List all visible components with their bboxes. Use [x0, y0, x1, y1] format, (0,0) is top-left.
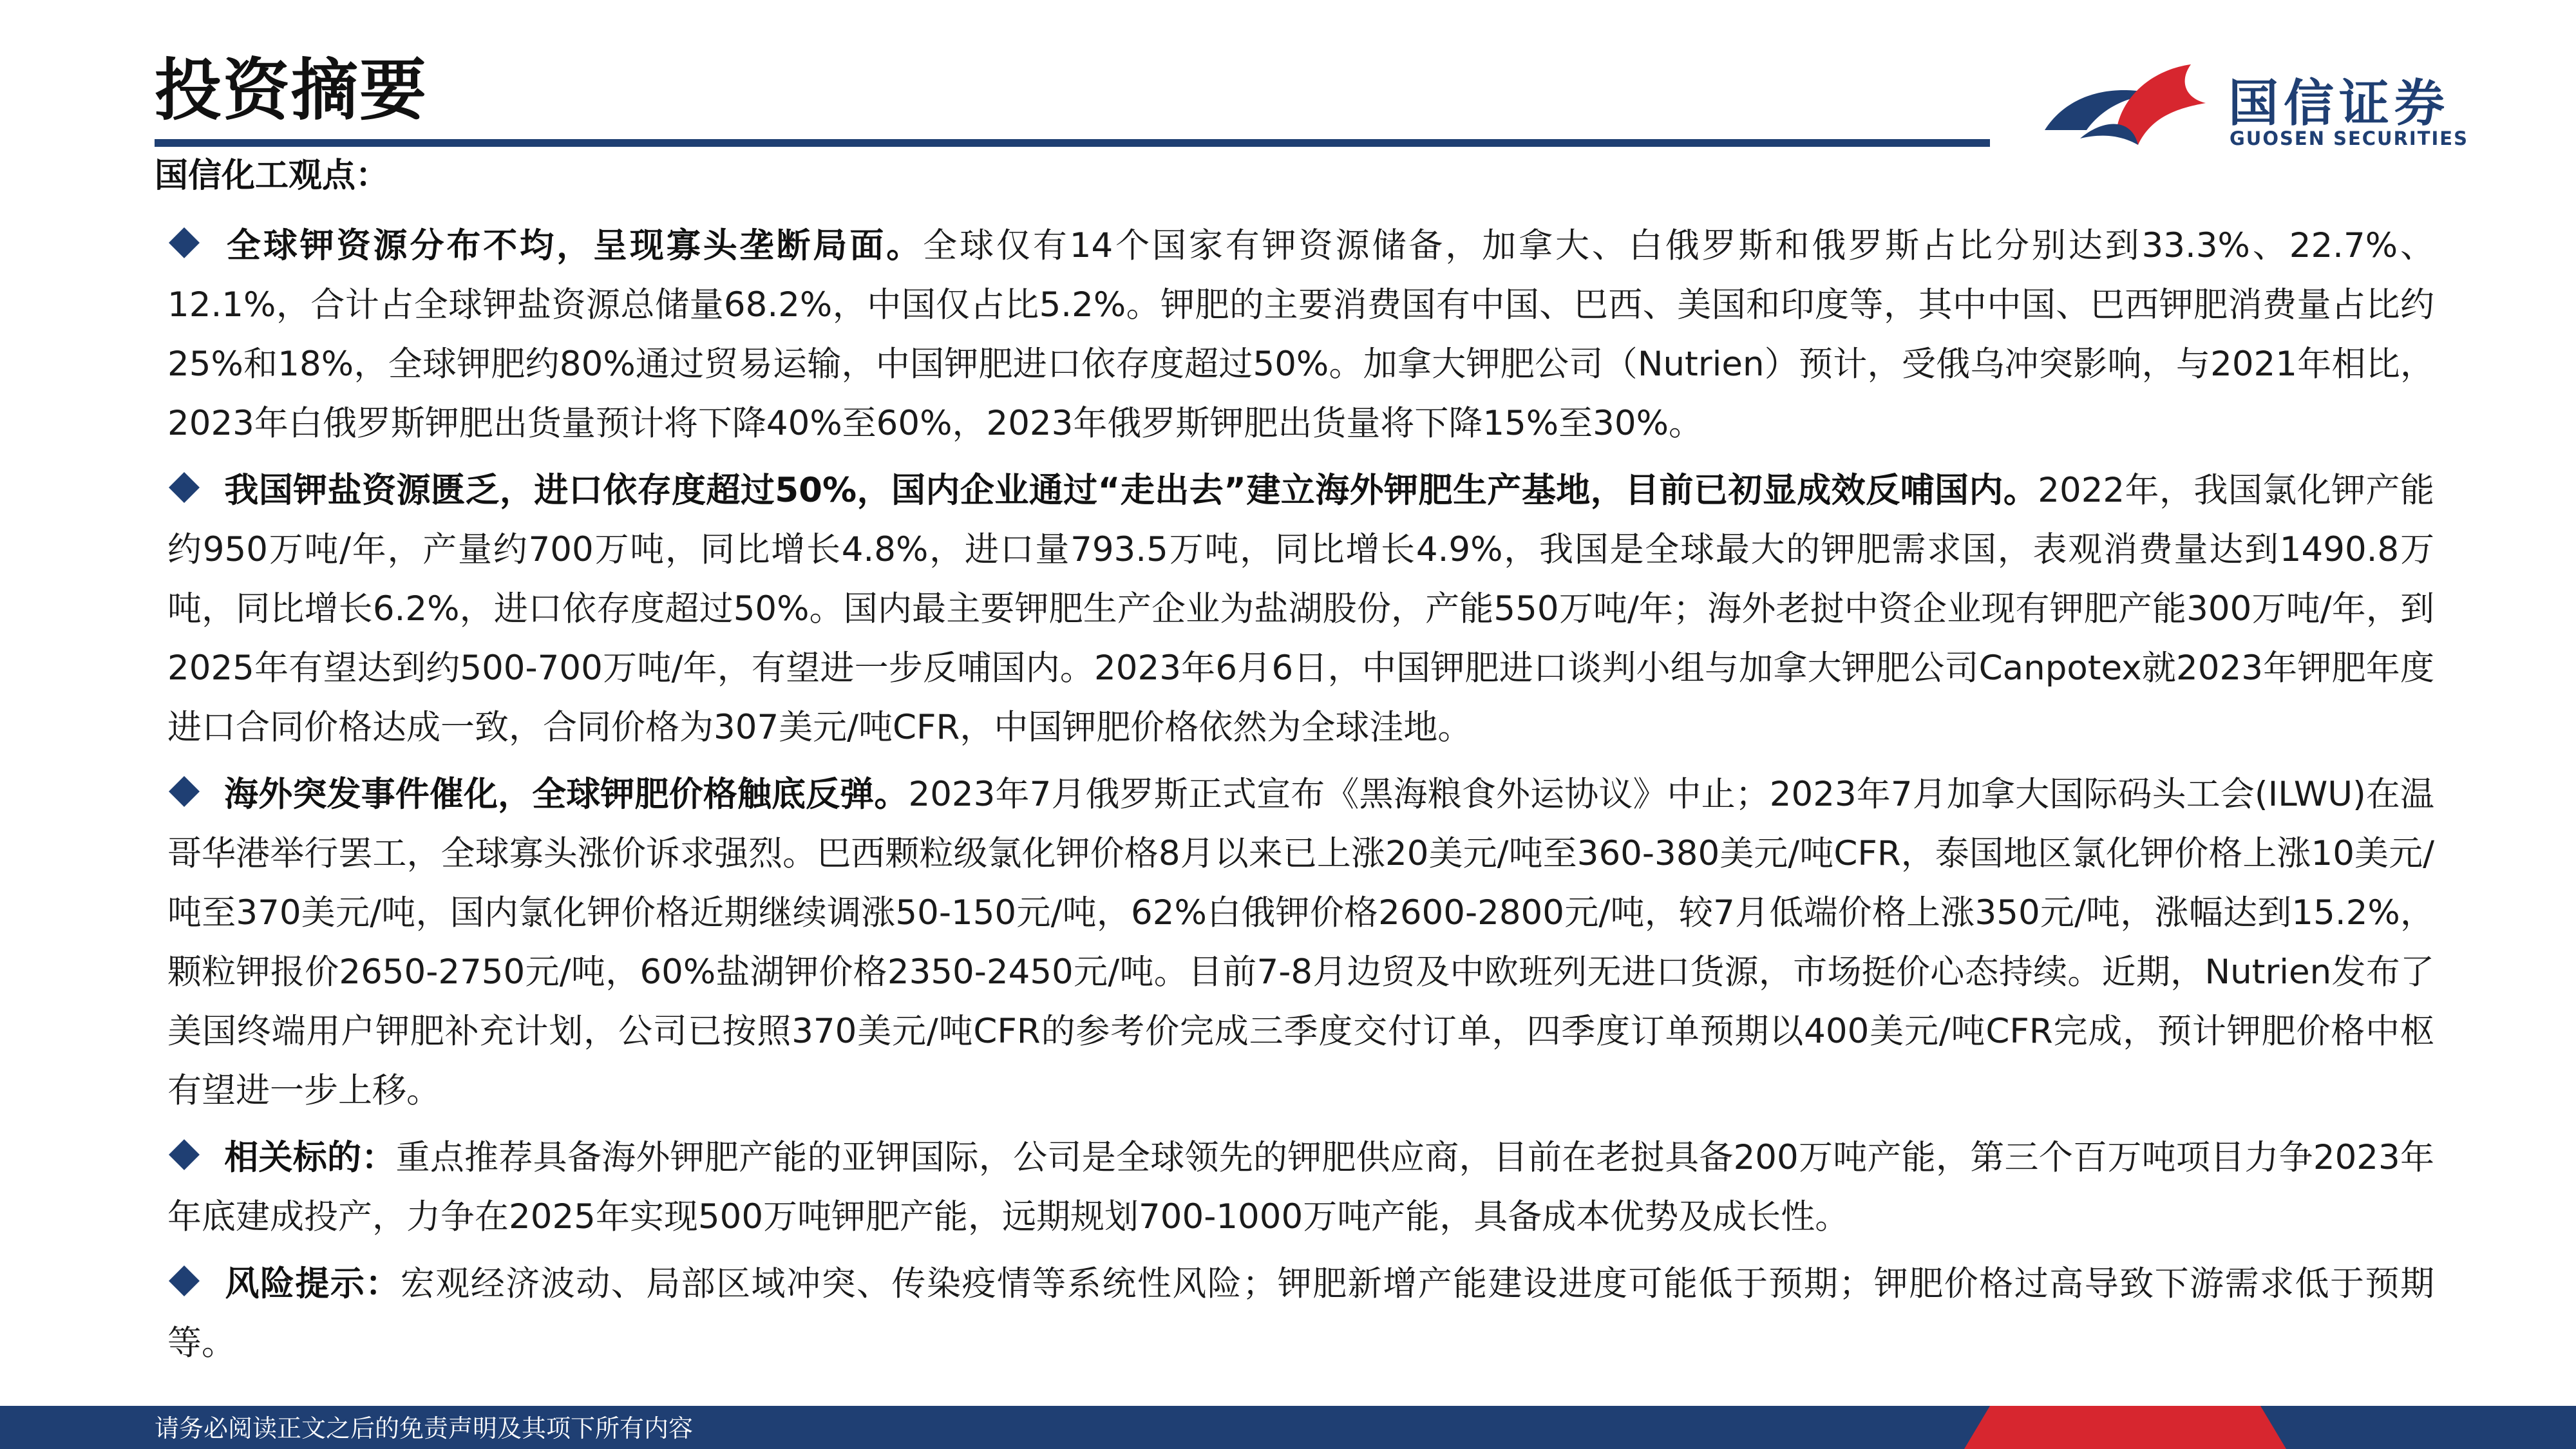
section-subheading: 国信化工观点：	[155, 156, 390, 195]
logo-name-cn: 国信证券	[2228, 75, 2450, 133]
bullet-paragraph	[155, 461, 2434, 757]
footer-accent-stripe	[1964, 1406, 2576, 1449]
bullet-body: 2023年7月俄罗斯正式宣布《黑海粮食外运协议》中止；2023年7月加拿大国际码头工会(ILWU)在温哥华港举行罢工，全球寡头涨价诉求强烈。巴西颗粒级氯化钾价格8月以来已上涨20美元/吨至360-380美元/吨CFR，泰国地区氯化钾价格上涨10美元/吨至370美元/吨，国内氯化钾价格近期继续调涨50-150元/吨，62%白俄钾价格2600-2800元/吨，较7月低端价格上涨350元/吨，涨幅达到15.2%，颗粒钾报价2650-2750元/吨，60%盐湖钾价格2350-2450元/吨。目前7-8月边贸及中欧班列无进口货源，市场挺价心态持续。近期，Nutrien发布了美国终端用户钾肥补充计划，公司已按照370美元/吨CFR的参考价完成三季度交付订单，四季度订单预期以400美元/吨CFR完成，预计钾肥价格中枢有望进一步上移。	[167, 775, 2435, 1110]
page-title: 投资摘要	[155, 51, 428, 129]
title-divider	[155, 139, 1990, 147]
bullet-paragraph	[155, 1255, 2434, 1373]
bullet-lead: 风险提示：	[224, 1264, 401, 1303]
company-logo	[2041, 52, 2468, 161]
bullet-lead: 海外突发事件催化，全球钾肥价格触底反弹。	[224, 775, 909, 814]
bullet-body: 全球仅有14个国家有钾资源储备，加拿大、白俄罗斯和俄罗斯占比分别达到33.3%、22.7%、12.1%，合计占全球钾盐资源总储量68.2%，中国仅占比5.2%。钾肥的主要消费国有中国、巴西、美国和印度等，其中中国、巴西钾肥消费量占比约25%和18%，全球钾肥约80%通过贸易运输，中国钾肥进口依存度超过50%。加拿大钾肥公司（Nutrien）预计，受俄乌冲突影响，与2021年相比，2023年白俄罗斯钾肥出货量预计将下降40%至60%，2023年俄罗斯钾肥出货量将下降15%至30%。	[167, 226, 2434, 443]
summary-content	[155, 216, 2434, 1381]
diamond-bullet-icon	[167, 1138, 201, 1171]
bullet-paragraph	[155, 765, 2434, 1121]
bullet-body: 重点推荐具备海外钾肥产能的亚钾国际，公司是全球领先的钾肥供应商，目前在老挝具备200万吨产能，第三个百万吨项目力争2023年年底建成投产，力争在2025年实现500万吨钾肥产能，远期规划700-1000万吨产能，具备成本优势及成长性。	[167, 1138, 2434, 1236]
bullet-lead: 相关标的：	[224, 1138, 396, 1177]
footer-disclaimer: 请务必阅读正文之后的免责声明及其项下所有内容	[155, 1414, 694, 1443]
diamond-bullet-icon	[167, 775, 201, 808]
bullet-paragraph	[155, 1128, 2434, 1247]
logo-name-en: GUOSEN SECURITIES	[2230, 128, 2468, 149]
diamond-bullet-icon	[167, 1264, 201, 1298]
diamond-bullet-icon	[167, 471, 201, 504]
diamond-bullet-icon	[167, 226, 201, 260]
bullet-lead: 全球钾资源分布不均，呈现寡头垄断局面。	[224, 226, 923, 265]
guosen-logo-icon	[2041, 58, 2209, 155]
bullet-paragraph	[155, 216, 2434, 453]
bullet-body: 2022年，我国氯化钾产能约950万吨/年，产量约700万吨，同比增长4.8%，进口量793.5万吨，同比增长4.9%，我国是全球最大的钾肥需求国，表观消费量达到1490.8万吨，同比增长6.2%，进口依存度超过50%。国内最主要钾肥生产企业为盐湖股份，产能550万吨/年；海外老挝中资企业现有钾肥产能300万吨/年，到2025年有望达到约500-700万吨/年，有望进一步反哺国内。2023年6月6日，中国钾肥进口谈判小组与加拿大钾肥公司Canpotex就2023年钾肥年度进口合同价格达成一致，合同价格为307美元/吨CFR，中国钾肥价格依然为全球洼地。	[167, 471, 2434, 747]
bullet-lead: 我国钾盐资源匮乏，进口依存度超过50%，国内企业通过“走出去”建立海外钾肥生产基地，目前已初显成效反哺国内。	[224, 471, 2038, 510]
bullet-body: 宏观经济波动、局部区域冲突、传染疫情等系统性风险；钾肥新增产能建设进度可能低于预期；钾肥价格过高导致下游需求低于预期等。	[167, 1264, 2435, 1363]
